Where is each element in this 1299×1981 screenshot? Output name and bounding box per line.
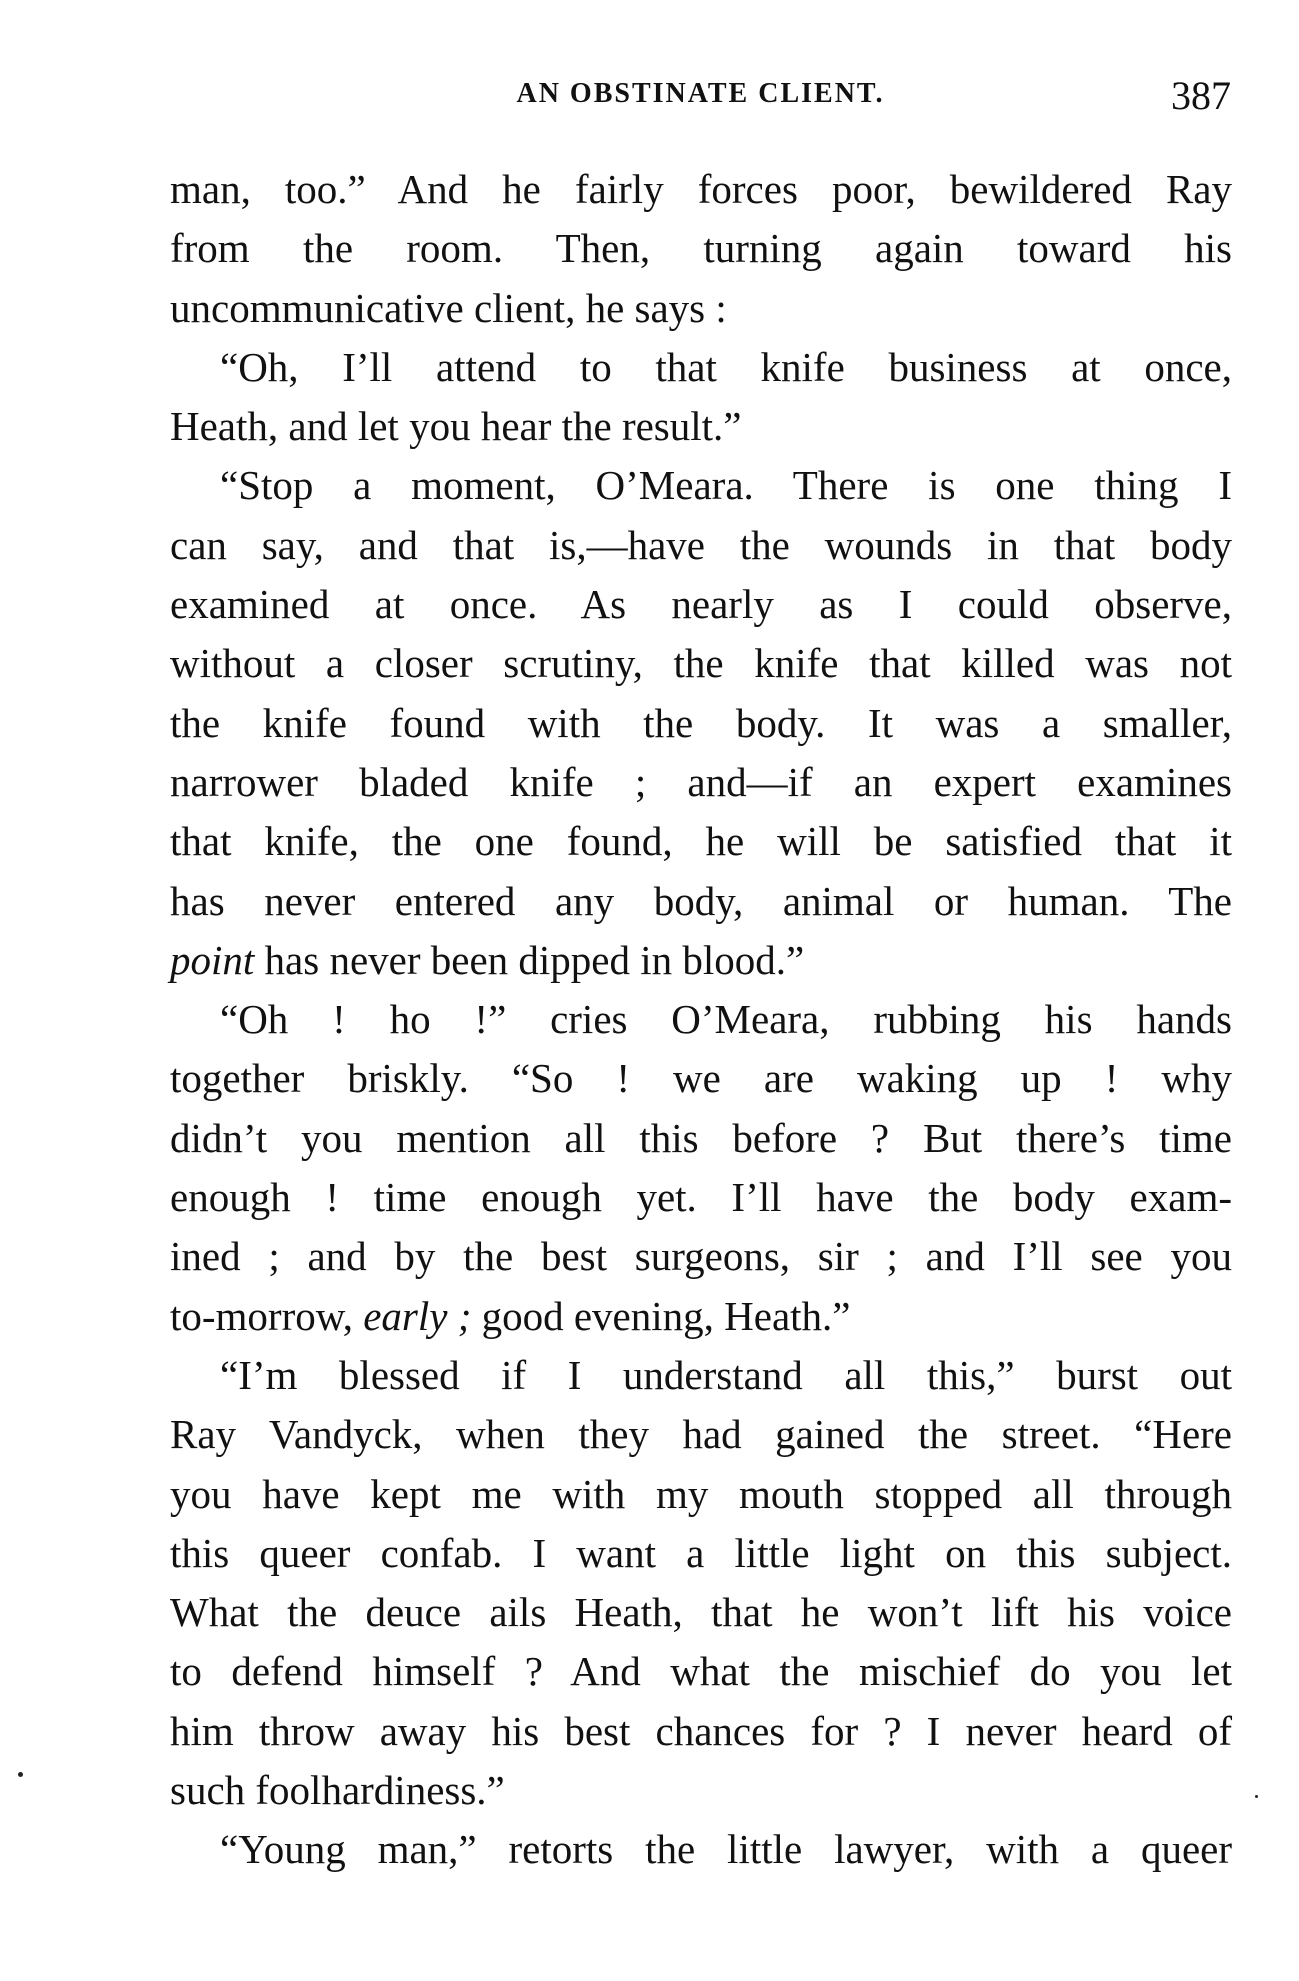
text-line-14 [170,931,1232,990]
text-line-19: ined ; and by the best surgeons, sir ; and I’ll see you [170,1233,1232,1280]
text-line-13: has never entered any body, animal or human. The [170,877,1232,924]
italic-point: point [170,936,255,983]
ink-speck [18,1772,23,1777]
text-line-3: uncommunicative client, he says : [170,284,727,331]
running-title: AN OBSTINATE CLIENT. [516,78,885,109]
text-line-22: Ray Vandyck, when they had gained the street. “Here [170,1411,1232,1458]
text-line-12: that knife, the one found, he will be satisfied that it [170,818,1232,865]
text-line-14-rest: has never been dipped in blood.” [264,936,805,983]
text-line-29: “Young man,” retorts the little lawyer, with a queer [220,1826,1232,1873]
text-line-16: together briskly. “So ! we are waking up ! why [170,1055,1232,1102]
ink-speck [1255,1795,1258,1798]
text-line-23: you have kept me with my mouth stopped all through [170,1470,1232,1517]
italic-early: early ; [363,1292,472,1339]
text-line-18: enough ! time enough yet. I’ll have the body exam- [170,1174,1232,1221]
text-line-28: such foolhardiness.” [170,1767,505,1814]
text-line-21: “I’m blessed if I understand all this,” burst out [220,1351,1232,1398]
text-line-20-end: good evening, Heath.” [471,1292,851,1339]
text-line-6: “Stop a moment, O’Meara. There is one thing I [220,462,1232,509]
text-line-2: from the room. Then, turning again toward his [170,225,1232,272]
text-line-17: didn’t you mention all this before ? But there’s time [170,1114,1232,1161]
text-line-9: without a closer scrutiny, the knife that killed was not [170,640,1232,687]
text-line-25: What the deuce ails Heath, that he won’t lift his voice [170,1589,1232,1636]
text-line-20 [170,1287,1232,1346]
text-line-20-start: to-morrow, [170,1292,353,1339]
running-head [170,72,1231,122]
text-line-4: “Oh, I’ll attend to that knife business at once, [220,343,1232,390]
text-line-5: Heath, and let you hear the result.” [170,403,742,450]
text-line-1: man, too.” And he fairly forces poor, bewildered Ray [170,166,1232,212]
text-line-7: can say, and that is,—have the wounds in that body [170,521,1232,568]
text-line-10: the knife found with the body. It was a smaller, [170,699,1232,746]
body-text [170,160,1232,1880]
text-line-27: him throw away his best chances for ? I never heard of [170,1707,1232,1754]
text-line-11: narrower bladed knife ; and—if an expert examines [170,758,1232,805]
text-line-24: this queer confab. I want a little light on this subject. [170,1529,1232,1576]
text-line-15: “Oh ! ho !” cries O’Meara, rubbing his hands [220,996,1232,1043]
page-number: 387 [1171,73,1231,118]
text-line-8: examined at once. As nearly as I could observe, [170,581,1232,628]
text-line-26: to defend himself ? And what the mischief do you let [170,1648,1232,1695]
